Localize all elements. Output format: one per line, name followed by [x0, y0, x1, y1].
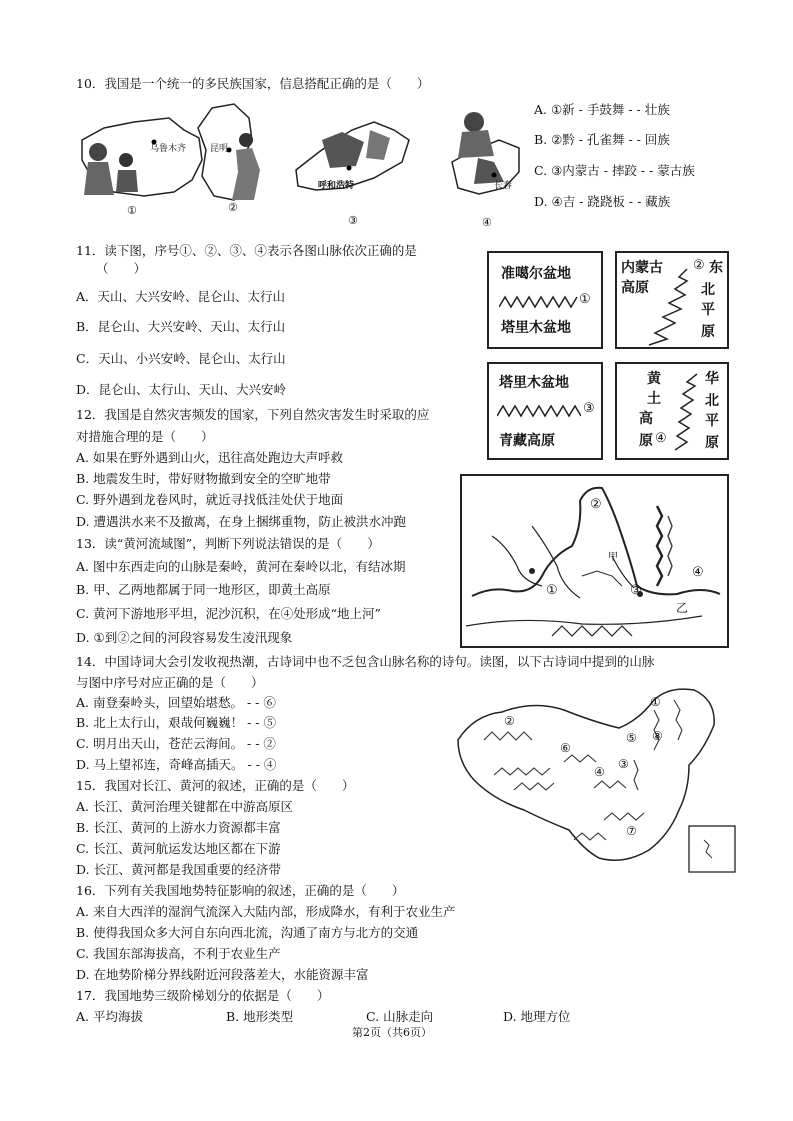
q12-option-c: C. 野外遇到龙卷风时，就近寻找低洼处伏于地面 [76, 492, 344, 507]
q11-stem: 11．读下图，序号①、②、③、④表示各图山脉依次正确的是 [76, 243, 417, 258]
cn-label-8: ⑧ [652, 729, 663, 743]
yr-label-4: ④ [692, 565, 704, 580]
q10-map-num-1: ① [127, 204, 137, 217]
cn-label-1: ① [650, 695, 661, 709]
q14-option-a: A. 南登秦岭头，回望始堪愁。 - - ⑥ [76, 695, 276, 710]
q16-option-d: D. 在地势阶梯分界线附近河段落差大，水能资源丰富 [76, 967, 369, 982]
yr-label-3: ③ [630, 583, 642, 598]
q11-mountain-figure-1: 准噶尔盆地 ① 塔里木盆地 [487, 251, 603, 349]
q14-stem: 14．中国诗词大会引发收视热潮，古诗词中也不乏包含山脉名称的诗句。读图，以下古诗词中提到的山脉 [76, 654, 655, 669]
q15-option-b: B. 长江、黄河的上游水力资源都丰富 [76, 820, 281, 835]
q16-option-b: B. 使得我国众多大河自东向西北流，沟通了南方与北方的交通 [76, 925, 419, 940]
q11-option-c: C．天山、小兴安岭、昆仑山、太行山 [76, 351, 286, 366]
q11-mountain-figure-4: 黄 土 高 原 ④ 华 北 平 原 [615, 362, 729, 460]
q13-option-c: C. 黄河下游地形平坦，泥沙沉积，在④处形成“地上河” [76, 606, 381, 621]
q16-option-c: C. 我国东部海拔高，不利于农业生产 [76, 946, 281, 961]
cn-label-7: ⑦ [626, 824, 637, 838]
q15-stem: 15．我国对长江、黄河的叙述，正确的是（ ） [76, 778, 355, 793]
q10-option-c: C. ③内蒙古 - 摔跤 - - 蒙古族 [534, 163, 695, 178]
q13-option-b: B. 甲、乙两地都属于同一地形区，即黄土高原 [76, 582, 331, 597]
q12-option-a: A. 如果在野外遇到山火，迅往高处跑边大声呼救 [76, 450, 343, 465]
q11-stem-paren: （ ） [96, 261, 147, 276]
yr-label-1: ① [546, 583, 558, 598]
q13-option-d: D. ①到②之间的河段容易发生凌汛现象 [76, 630, 293, 645]
q10-map-num-2: ② [228, 201, 238, 214]
q14-option-d: D. 马上望祁连，奇峰高插天。 - - ④ [76, 757, 277, 772]
q17-option-a: A. 平均海拔 [76, 1009, 143, 1024]
q10-city-1: 乌鲁木齐 [150, 144, 187, 154]
q10-stem: 10．我国是一个统一的多民族国家，信息搭配正确的是（ ） [76, 76, 430, 91]
yr-label-yi: 乙 [676, 601, 689, 615]
q16-stem: 16．下列有关我国地势特征影响的叙述，正确的是（ ） [76, 883, 405, 898]
q11-option-d: D．昆仑山、太行山、天山、大兴安岭 [76, 382, 287, 397]
q10-city-3: 呼和浩特 [318, 181, 355, 191]
q10-map-num-4: ④ [482, 216, 492, 229]
yellow-river-basin-map [460, 474, 729, 648]
cn-label-6: ⑥ [560, 741, 571, 755]
q11-mountain-figure-3: 塔里木盆地 ③ 青藏高原 [487, 362, 603, 460]
q14-option-c: C. 明月出天山，苍茫云海间。 - - ② [76, 736, 276, 751]
q10-map-num-3: ③ [348, 214, 358, 227]
cn-label-3: ③ [618, 757, 629, 771]
q17-option-c: C. 山脉走向 [366, 1009, 434, 1024]
q10-province-maps [74, 100, 524, 220]
china-mountains-map [454, 680, 739, 875]
q17-option-d: D. 地理方位 [503, 1009, 571, 1024]
q17-stem: 17．我国地势三级阶梯划分的依据是（ ） [76, 988, 330, 1003]
yr-label-jia: 甲 [608, 552, 618, 563]
cn-label-5: ⑤ [626, 731, 637, 745]
q10-city-4: 长春 [494, 181, 513, 191]
q11-option-a: A．天山、大兴安岭、昆仑山、太行山 [76, 289, 286, 304]
q10-option-b: B. ②黔 - 孔雀舞 - - 回族 [534, 132, 670, 147]
q10-city-2: 昆明 [210, 144, 229, 154]
yr-label-2: ② [590, 497, 602, 512]
q13-stem: 13．读“黄河流域图”，判断下列说法错误的是（ ） [76, 536, 380, 551]
q10-option-d: D. ④吉 - 跷跷板 - - 藏族 [534, 194, 671, 209]
cn-label-4: ④ [594, 765, 605, 779]
q17-option-b: B. 地形类型 [226, 1009, 294, 1024]
q12-stem: 12．我国是自然灾害频发的国家，下列自然灾害发生时采取的应 [76, 407, 430, 422]
q12-stem-2: 对措施合理的是（ ） [76, 429, 214, 444]
q15-option-d: D. 长江、黄河都是我国重要的经济带 [76, 862, 282, 877]
q14-option-b: B. 北上太行山，艰哉何巍巍！ - - ⑤ [76, 715, 277, 730]
page-footer: 第2页（共6页） [352, 1026, 432, 1039]
q15-option-c: C. 长江、黄河航运发达地区都在下游 [76, 841, 281, 856]
cn-label-2: ② [504, 714, 515, 728]
q12-option-d: D. 遭遇洪水来不及撤离，在身上捆绑重物，防止被洪水冲跑 [76, 514, 407, 529]
q12-option-b: B. 地震发生时，带好财物撤到安全的空旷地带 [76, 471, 331, 486]
q16-option-a: A. 来自大西洋的湿润气流深入大陆内部，形成降水，有利于农业生产 [76, 904, 456, 919]
q11-option-b: B．昆仑山、大兴安岭、天山、太行山 [76, 319, 286, 334]
q13-option-a: A. 图中东西走向的山脉是秦岭，黄河在秦岭以北，有结冰期 [76, 559, 406, 574]
q14-stem-2: 与图中序号对应正确的是（ ） [76, 675, 264, 690]
q11-mountain-figure-2: 内蒙古 高原 ② 东 北 平 原 [615, 251, 729, 349]
q15-option-a: A. 长江、黄河治理关键都在中游高原区 [76, 799, 293, 814]
q10-option-a: A. ①新 - 手鼓舞 - - 壮族 [534, 102, 670, 117]
